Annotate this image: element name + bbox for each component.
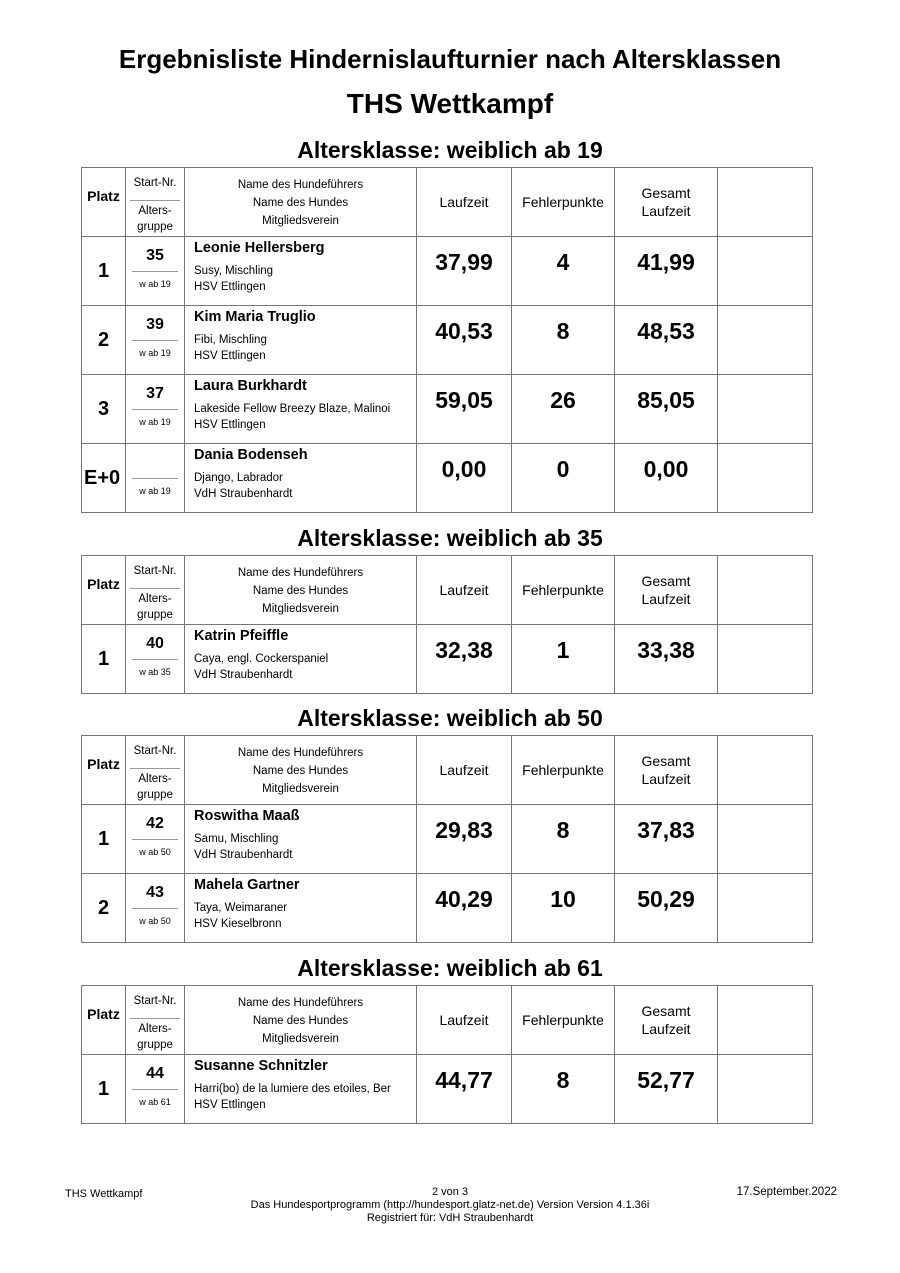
results-table <box>81 167 813 513</box>
cell-name <box>185 874 417 943</box>
column-header-altersgruppe: Alters- gruppe <box>137 593 173 621</box>
age-class-section <box>0 522 900 694</box>
cell-fehlerpunkte: 8 <box>512 306 615 375</box>
cell-platz: 1 <box>82 1055 126 1124</box>
cell-hundefuehrer: Susanne Schnitzler <box>194 1058 328 1074</box>
column-header-laufzeit: Laufzeit <box>417 168 512 237</box>
column-header-fehlerpunkte: Fehlerpunkte <box>512 168 615 237</box>
cell-gesamt: 52,77 <box>615 1055 718 1124</box>
cell-altersgruppe: w ab 19 <box>139 279 171 289</box>
cell-start-nr: 39 <box>132 306 178 341</box>
cell-platz: 3 <box>82 375 126 444</box>
cell-empty <box>718 444 813 513</box>
cell-gesamt: 37,83 <box>615 805 718 874</box>
cell-laufzeit: 59,05 <box>417 375 512 444</box>
column-header-empty <box>718 986 813 1055</box>
column-header-start-nr: Start-Nr. <box>130 556 180 589</box>
cell-altersgruppe: w ab 50 <box>139 847 171 857</box>
cell-fehlerpunkte: 26 <box>512 375 615 444</box>
column-header-laufzeit: Laufzeit <box>417 556 512 625</box>
column-header-name: Name des Hundeführers Name des Hundes Mitgliedsverein <box>185 556 417 625</box>
cell-platz: 2 <box>82 306 126 375</box>
table-header-row <box>82 556 813 625</box>
cell-empty <box>718 375 813 444</box>
table-row <box>82 237 813 306</box>
cell-altersgruppe: w ab 61 <box>139 1097 171 1107</box>
cell-altersgruppe: w ab 19 <box>139 348 171 358</box>
column-header-start-nr: Start-Nr. <box>130 986 180 1019</box>
cell-fehlerpunkte: 1 <box>512 625 615 694</box>
cell-fehlerpunkte: 8 <box>512 805 615 874</box>
cell-empty <box>718 625 813 694</box>
cell-empty <box>718 306 813 375</box>
cell-platz: 2 <box>82 874 126 943</box>
cell-gesamt: 0,00 <box>615 444 718 513</box>
cell-name <box>185 237 417 306</box>
cell-name <box>185 444 417 513</box>
column-header-gesamt: Gesamt Laufzeit <box>615 168 718 237</box>
cell-altersgruppe: w ab 19 <box>139 417 171 427</box>
cell-hund: Harri(bo) de la lumiere des etoiles, Ber <box>194 1083 391 1095</box>
table-row <box>82 625 813 694</box>
footer-date: 17.September.2022 <box>736 1186 837 1198</box>
column-header-gesamt: Gesamt Laufzeit <box>615 986 718 1055</box>
cell-empty <box>718 874 813 943</box>
cell-start <box>126 874 185 943</box>
cell-laufzeit: 40,53 <box>417 306 512 375</box>
column-header-start <box>126 556 185 625</box>
age-class-section <box>0 952 900 1124</box>
cell-hund: Susy, Mischling <box>194 265 274 277</box>
results-table <box>81 735 813 943</box>
column-header-name: Name des Hundeführers Name des Hundes Mitgliedsverein <box>185 168 417 237</box>
cell-laufzeit: 44,77 <box>417 1055 512 1124</box>
cell-start-nr: 42 <box>132 805 178 840</box>
footer-left: THS Wettkampf <box>65 1188 143 1200</box>
cell-hundefuehrer: Dania Bodenseh <box>194 447 308 463</box>
column-header-platz: Platz <box>82 986 126 1055</box>
cell-platz: 1 <box>82 625 126 694</box>
table-row <box>82 306 813 375</box>
cell-start <box>126 1055 185 1124</box>
cell-fehlerpunkte: 8 <box>512 1055 615 1124</box>
cell-start <box>126 805 185 874</box>
cell-hundefuehrer: Mahela Gartner <box>194 877 300 893</box>
cell-altersgruppe: w ab 35 <box>139 667 171 677</box>
cell-start-nr: 44 <box>132 1055 178 1090</box>
cell-laufzeit: 0,00 <box>417 444 512 513</box>
cell-start-nr: 35 <box>132 237 178 272</box>
section-title: Altersklasse: weiblich ab 61 <box>297 955 603 981</box>
cell-verein: VdH Straubenhardt <box>194 488 293 500</box>
cell-laufzeit: 40,29 <box>417 874 512 943</box>
cell-verein: VdH Straubenhardt <box>194 669 293 681</box>
cell-platz: 1 <box>82 805 126 874</box>
column-header-gesamt: Gesamt Laufzeit <box>615 736 718 805</box>
cell-start <box>126 375 185 444</box>
cell-name <box>185 625 417 694</box>
column-header-empty <box>718 736 813 805</box>
cell-name <box>185 306 417 375</box>
table-header-row <box>82 986 813 1055</box>
results-table <box>81 985 813 1124</box>
table-header-row <box>82 168 813 237</box>
column-header-empty <box>718 168 813 237</box>
cell-hundefuehrer: Leonie Hellersberg <box>194 240 325 256</box>
column-header-altersgruppe: Alters- gruppe <box>137 773 173 801</box>
cell-gesamt: 48,53 <box>615 306 718 375</box>
column-header-fehlerpunkte: Fehlerpunkte <box>512 986 615 1055</box>
cell-verein: HSV Ettlingen <box>194 1099 266 1111</box>
cell-name <box>185 1055 417 1124</box>
column-header-altersgruppe: Alters- gruppe <box>137 205 173 233</box>
cell-gesamt: 50,29 <box>615 874 718 943</box>
table-row <box>82 444 813 513</box>
cell-platz: 1 <box>82 237 126 306</box>
column-header-start <box>126 168 185 237</box>
column-header-name: Name des Hundeführers Name des Hundes Mitgliedsverein <box>185 986 417 1055</box>
column-header-fehlerpunkte: Fehlerpunkte <box>512 736 615 805</box>
cell-fehlerpunkte: 10 <box>512 874 615 943</box>
cell-hundefuehrer: Kim Maria Truglio <box>194 309 316 325</box>
column-header-platz: Platz <box>82 736 126 805</box>
cell-altersgruppe: w ab 50 <box>139 916 171 926</box>
cell-name <box>185 375 417 444</box>
cell-verein: HSV Ettlingen <box>194 419 266 431</box>
cell-start-nr: 40 <box>132 625 178 660</box>
cell-gesamt: 33,38 <box>615 625 718 694</box>
cell-hundefuehrer: Roswitha Maaß <box>194 808 300 824</box>
cell-verein: VdH Straubenhardt <box>194 849 293 861</box>
age-class-section <box>0 702 900 943</box>
cell-hund: Caya, engl. Cockerspaniel <box>194 653 329 665</box>
cell-start <box>126 444 185 513</box>
cell-empty <box>718 805 813 874</box>
column-header-empty <box>718 556 813 625</box>
cell-hund: Fibi, Mischling <box>194 334 267 346</box>
cell-start-nr: 43 <box>132 874 178 909</box>
column-header-fehlerpunkte: Fehlerpunkte <box>512 556 615 625</box>
column-header-start <box>126 736 185 805</box>
cell-fehlerpunkte: 0 <box>512 444 615 513</box>
column-header-platz: Platz <box>82 168 126 237</box>
cell-platz: E+0 <box>82 444 126 513</box>
footer-page-number: 2 von 3 <box>431 1186 469 1198</box>
cell-hund: Taya, Weimaraner <box>194 902 288 914</box>
footer-program: Das Hundesportprogramm (http://hundesport.glatz-net.de) Version Version 4.1.36i <box>250 1199 650 1211</box>
table-row <box>82 1055 813 1124</box>
cell-verein: HSV Ettlingen <box>194 281 266 293</box>
cell-laufzeit: 32,38 <box>417 625 512 694</box>
age-class-section <box>0 134 900 513</box>
column-header-name: Name des Hundeführers Name des Hundes Mitgliedsverein <box>185 736 417 805</box>
cell-gesamt: 41,99 <box>615 237 718 306</box>
results-table <box>81 555 813 694</box>
cell-start-nr: 37 <box>132 375 178 410</box>
cell-verein: HSV Ettlingen <box>194 350 266 362</box>
column-header-platz: Platz <box>82 556 126 625</box>
column-header-start <box>126 986 185 1055</box>
cell-hund: Lakeside Fellow Breezy Blaze, Malinoi <box>194 403 391 415</box>
column-header-gesamt: Gesamt Laufzeit <box>615 556 718 625</box>
cell-hund: Django, Labrador <box>194 472 283 484</box>
section-title: Altersklasse: weiblich ab 19 <box>297 137 603 163</box>
page-subtitle: THS Wettkampf <box>346 88 554 119</box>
table-header-row <box>82 736 813 805</box>
cell-laufzeit: 37,99 <box>417 237 512 306</box>
column-header-laufzeit: Laufzeit <box>417 736 512 805</box>
cell-name <box>185 805 417 874</box>
cell-hund: Samu, Mischling <box>194 833 279 845</box>
cell-gesamt: 85,05 <box>615 375 718 444</box>
column-header-altersgruppe: Alters- gruppe <box>137 1023 173 1051</box>
table-row <box>82 805 813 874</box>
table-row <box>82 874 813 943</box>
cell-hundefuehrer: Laura Burkhardt <box>194 378 307 394</box>
cell-start-nr <box>132 444 178 479</box>
cell-laufzeit: 29,83 <box>417 805 512 874</box>
cell-start <box>126 625 185 694</box>
cell-verein: HSV Kieselbronn <box>194 918 282 930</box>
column-header-start-nr: Start-Nr. <box>130 736 180 769</box>
table-row <box>82 375 813 444</box>
cell-start <box>126 237 185 306</box>
column-header-start-nr: Start-Nr. <box>130 168 180 201</box>
cell-hundefuehrer: Katrin Pfeiffle <box>194 628 289 644</box>
cell-start <box>126 306 185 375</box>
cell-empty <box>718 1055 813 1124</box>
footer-registered: Registriert für: VdH Straubenhardt <box>366 1212 534 1224</box>
cell-altersgruppe: w ab 19 <box>139 486 171 496</box>
section-title: Altersklasse: weiblich ab 35 <box>297 525 603 551</box>
page-title: Ergebnisliste Hindernislaufturnier nach Altersklassen <box>118 44 782 74</box>
cell-fehlerpunkte: 4 <box>512 237 615 306</box>
column-header-laufzeit: Laufzeit <box>417 986 512 1055</box>
section-title: Altersklasse: weiblich ab 50 <box>297 705 603 731</box>
cell-empty <box>718 237 813 306</box>
